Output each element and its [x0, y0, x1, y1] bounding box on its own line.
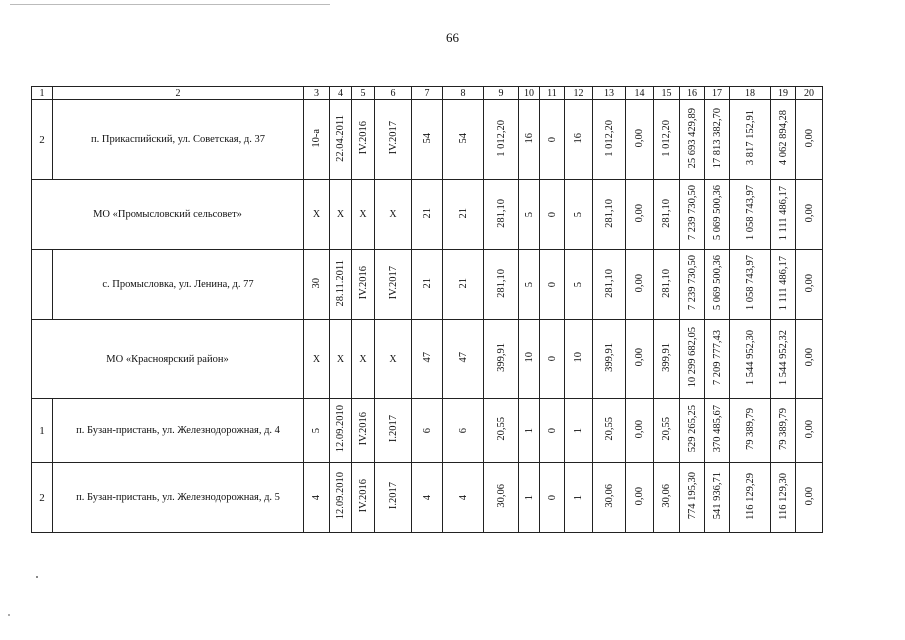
data-cell — [412, 250, 443, 320]
cell-value: 0,00 — [803, 128, 815, 148]
top-rule — [10, 4, 330, 5]
data-cell — [443, 399, 484, 463]
cell-value: Х — [389, 209, 397, 220]
data-cell — [330, 463, 352, 533]
cell-value: I.2017 — [387, 482, 399, 510]
data-cell — [626, 320, 654, 399]
cell-value: 541 936,71 — [711, 472, 723, 520]
header-cell: 8 — [443, 87, 484, 100]
cell-value: 5 — [523, 211, 535, 217]
municipality-name: МО «Промысловский сельсовет» — [32, 180, 304, 250]
cell-value: Х — [359, 353, 367, 365]
data-cell — [771, 100, 796, 180]
table-row — [32, 399, 823, 463]
table-row — [32, 250, 823, 320]
data-cell — [443, 180, 484, 250]
cell-value: 1 012,20 — [661, 119, 672, 157]
data-cell — [680, 320, 705, 399]
header-cell: 6 — [375, 87, 412, 100]
header-cell: 11 — [540, 87, 565, 100]
cell-value: 5 069 500,36 — [711, 185, 723, 241]
cell-value: 0,00 — [634, 273, 645, 293]
cell-value: 529 265,25 — [686, 405, 698, 453]
data-cell — [565, 250, 593, 320]
cell-value: 54 — [421, 132, 433, 144]
cell-value: 4 062 894,28 — [777, 110, 789, 166]
data-cell — [484, 399, 519, 463]
cell-value: 1 — [573, 494, 584, 500]
data-cell — [540, 399, 565, 463]
cell-value: 0 — [546, 427, 558, 433]
cell-value: 12.09.2010 — [335, 472, 346, 520]
header-cell: 5 — [352, 87, 375, 100]
cell-value: 54 — [457, 132, 469, 144]
cell-value: 1 012,20 — [495, 119, 507, 157]
data-cell — [519, 399, 540, 463]
cell-value: 4 — [421, 494, 433, 500]
data-cell — [796, 399, 823, 463]
cell-value: 21 — [457, 277, 469, 289]
scan-speck — [8, 614, 10, 616]
header-cell: 17 — [705, 87, 730, 100]
data-cell — [680, 250, 705, 320]
cell-value: 5 — [573, 281, 584, 287]
address-cell: п. Прикаспийский, ул. Советская, д. 37 — [53, 100, 304, 180]
header-cell: 15 — [654, 87, 680, 100]
cell-value: 0,00 — [634, 419, 645, 439]
cell-value: 0,00 — [634, 203, 645, 223]
data-cell — [705, 100, 730, 180]
data-cell — [654, 180, 680, 250]
data-cell — [412, 399, 443, 463]
cell-value: 0,00 — [634, 348, 645, 367]
page-number: 66 — [446, 30, 459, 45]
data-cell — [540, 320, 565, 399]
cell-value: 10 299 682,05 — [686, 327, 698, 388]
cell-value: 1 012,20 — [603, 119, 615, 157]
data-cell — [565, 100, 593, 180]
data-cell — [796, 463, 823, 533]
header-cell: 20 — [796, 87, 823, 100]
cell-value: 281,10 — [603, 268, 615, 298]
cell-value: Х — [312, 353, 321, 365]
data-cell — [304, 399, 330, 463]
data-cell — [352, 463, 375, 533]
cell-value: 16 — [523, 132, 535, 144]
data-cell — [330, 180, 352, 250]
data-cell — [330, 100, 352, 180]
data-cell — [626, 100, 654, 180]
cell-value: 5 — [311, 427, 322, 433]
data-cell — [680, 463, 705, 533]
address-cell: п. Бузан-пристань, ул. Железнодорожная, д. 4 — [53, 399, 304, 463]
header-row — [32, 87, 823, 100]
data-cell — [654, 320, 680, 399]
header-cell: 1 — [32, 87, 53, 100]
data-cell — [304, 463, 330, 533]
data-cell — [484, 180, 519, 250]
data-cell — [593, 250, 626, 320]
data-cell — [375, 399, 412, 463]
cell-value: 3 817 152,91 — [744, 110, 756, 166]
data-cell — [771, 320, 796, 399]
cell-value: IV.2016 — [357, 266, 369, 300]
data-cell — [304, 320, 330, 399]
cell-value: 4 — [457, 494, 469, 500]
cell-value: 5 — [523, 281, 535, 287]
data-cell — [654, 463, 680, 533]
cell-value: 6 — [457, 427, 469, 433]
data-cell — [484, 463, 519, 533]
header-cell: 7 — [412, 87, 443, 100]
data-cell — [771, 399, 796, 463]
cell-value: 10 — [573, 352, 584, 363]
cell-value: IV.2016 — [357, 479, 369, 513]
cell-value: 1 — [523, 494, 535, 500]
data-cell — [443, 320, 484, 399]
cell-value: 21 — [421, 207, 433, 219]
data-cell — [796, 250, 823, 320]
cell-value: 20,55 — [661, 417, 672, 441]
data-cell — [705, 180, 730, 250]
data-cell — [730, 399, 771, 463]
data-cell — [484, 320, 519, 399]
data-cell — [540, 100, 565, 180]
cell-value: IV.2016 — [357, 412, 369, 446]
data-cell — [519, 320, 540, 399]
cell-value: 30 — [311, 277, 322, 289]
data-cell — [730, 100, 771, 180]
scan-speck — [36, 576, 38, 578]
data-cell — [705, 320, 730, 399]
data-cell — [412, 463, 443, 533]
data-cell — [304, 180, 330, 250]
cell-value: 5 069 500,36 — [711, 255, 723, 311]
cell-value: 399,91 — [661, 343, 672, 372]
header-cell: 13 — [593, 87, 626, 100]
cell-value: 30,06 — [603, 484, 615, 508]
cell-value: 21 — [421, 277, 433, 289]
row-number: 2 — [32, 463, 53, 533]
cell-value: 17 813 382,70 — [711, 107, 723, 169]
data-cell — [730, 320, 771, 399]
data-cell — [705, 463, 730, 533]
data-cell — [626, 399, 654, 463]
row-number: 2 — [32, 100, 53, 180]
data-cell — [680, 100, 705, 180]
cell-value: 1 058 743,97 — [744, 255, 756, 311]
header-cell: 12 — [565, 87, 593, 100]
cell-value: 1 — [523, 427, 535, 433]
data-cell — [443, 100, 484, 180]
data-cell — [540, 250, 565, 320]
data-cell — [412, 180, 443, 250]
cell-value: 6 — [421, 427, 433, 433]
cell-value: Х — [336, 353, 345, 365]
data-cell — [352, 320, 375, 399]
cell-value: 5 — [573, 211, 584, 217]
data-cell — [352, 180, 375, 250]
data-cell — [593, 463, 626, 533]
cell-value: 0,00 — [803, 486, 815, 506]
data-cell — [565, 399, 593, 463]
data-cell — [771, 463, 796, 533]
cell-value: 0,00 — [803, 419, 815, 439]
cell-value: 7 239 730,50 — [686, 255, 698, 311]
cell-value: 7 239 730,50 — [686, 185, 698, 241]
cell-value: 370 485,67 — [711, 405, 723, 453]
cell-value: 0,00 — [634, 128, 645, 148]
cell-value: 0,00 — [634, 486, 645, 506]
cell-value: 399,91 — [495, 343, 507, 372]
cell-value: 281,10 — [495, 268, 507, 298]
data-cell — [593, 180, 626, 250]
cell-value: 0,00 — [803, 273, 815, 293]
data-cell — [771, 250, 796, 320]
cell-value: Х — [312, 209, 321, 220]
cell-value: 0,00 — [803, 348, 815, 367]
data-cell — [519, 180, 540, 250]
cell-value: I.2017 — [387, 415, 399, 443]
data-cell — [626, 463, 654, 533]
cell-value: 47 — [421, 352, 433, 363]
cell-value: 10-а — [311, 128, 322, 148]
cell-value: 0,00 — [803, 203, 815, 223]
data-cell — [705, 250, 730, 320]
header-cell: 9 — [484, 87, 519, 100]
data-table — [31, 86, 823, 533]
data-cell — [796, 100, 823, 180]
cell-value: 30,06 — [495, 484, 507, 508]
table-row — [32, 463, 823, 533]
data-cell — [443, 250, 484, 320]
cell-value: 0 — [546, 136, 558, 142]
header-cell: 19 — [771, 87, 796, 100]
data-cell — [593, 320, 626, 399]
cell-value: 12.09.2010 — [335, 405, 346, 453]
data-cell — [352, 250, 375, 320]
address-cell: с. Промысловка, ул. Ленина, д. 77 — [53, 250, 304, 320]
header-cell: 16 — [680, 87, 705, 100]
data-cell — [796, 180, 823, 250]
table-row — [32, 100, 823, 180]
cell-value: 20,55 — [603, 417, 615, 441]
cell-value: 1 111 486,17 — [777, 255, 789, 311]
cell-value: 79 389,79 — [777, 408, 789, 450]
cell-value: 116 129,29 — [744, 472, 756, 520]
cell-value: 7 209 777,43 — [711, 329, 723, 386]
data-cell — [730, 250, 771, 320]
data-cell — [519, 250, 540, 320]
cell-value: 28.11.2011 — [335, 259, 346, 307]
address-cell: п. Бузан-пристань, ул. Железнодорожная, д. 5 — [53, 463, 304, 533]
cell-value: Х — [336, 209, 345, 220]
data-cell — [680, 180, 705, 250]
data-cell — [519, 463, 540, 533]
cell-value: 22.04.2011 — [335, 114, 346, 162]
data-cell — [796, 320, 823, 399]
data-cell — [705, 399, 730, 463]
cell-value: 30,06 — [661, 484, 672, 508]
header-cell: 10 — [519, 87, 540, 100]
data-cell — [375, 100, 412, 180]
data-cell — [593, 399, 626, 463]
cell-value: IV.2017 — [387, 266, 399, 300]
data-cell — [626, 250, 654, 320]
cell-value: 774 195,30 — [686, 472, 698, 520]
data-cell — [375, 320, 412, 399]
cell-value: 0 — [546, 211, 558, 217]
cell-value: 10 — [523, 352, 535, 363]
data-cell — [412, 100, 443, 180]
cell-value: 281,10 — [603, 198, 615, 228]
data-cell — [680, 399, 705, 463]
data-cell — [540, 463, 565, 533]
cell-value: 1 058 743,97 — [744, 185, 756, 241]
data-cell — [375, 180, 412, 250]
cell-value: 20,55 — [495, 417, 507, 441]
data-cell — [540, 180, 565, 250]
data-cell — [375, 250, 412, 320]
data-cell — [304, 250, 330, 320]
header-cell: 3 — [304, 87, 330, 100]
cell-value: 281,10 — [495, 198, 507, 228]
data-cell — [330, 399, 352, 463]
row-number — [32, 250, 53, 320]
cell-value: 0 — [546, 281, 558, 287]
data-cell — [330, 250, 352, 320]
cell-value: IV.2017 — [387, 121, 399, 155]
cell-value: 79 389,79 — [744, 408, 756, 450]
cell-value: 1 544 952,30 — [744, 329, 756, 386]
cell-value: 0 — [546, 494, 558, 500]
cell-value: 1 — [573, 427, 584, 433]
data-cell — [654, 399, 680, 463]
cell-value: 116 129,30 — [777, 472, 789, 520]
data-cell — [375, 463, 412, 533]
data-cell — [484, 250, 519, 320]
cell-value: 16 — [573, 132, 584, 144]
data-cell — [654, 100, 680, 180]
data-cell — [304, 100, 330, 180]
cell-value: 1 544 952,32 — [777, 329, 789, 386]
cell-value: 47 — [457, 352, 469, 363]
header-cell: 14 — [626, 87, 654, 100]
row-number: 1 — [32, 399, 53, 463]
data-cell — [626, 180, 654, 250]
subtotal-row — [32, 320, 823, 399]
municipality-name: МО «Красноярский район» — [32, 320, 304, 399]
cell-value: 21 — [457, 207, 469, 219]
data-cell — [730, 180, 771, 250]
data-cell — [565, 180, 593, 250]
cell-value: 1 111 486,17 — [777, 185, 789, 241]
data-cell — [352, 399, 375, 463]
data-cell — [443, 463, 484, 533]
cell-value: 0 — [546, 356, 558, 362]
data-cell — [352, 100, 375, 180]
cell-value: 4 — [311, 494, 322, 500]
cell-value: 281,10 — [661, 198, 672, 228]
header-cell: 2 — [53, 87, 304, 100]
data-cell — [330, 320, 352, 399]
cell-value: IV.2016 — [357, 121, 369, 155]
cell-value: 281,10 — [661, 268, 672, 298]
subtotal-row — [32, 180, 823, 250]
data-cell — [654, 250, 680, 320]
data-cell — [484, 100, 519, 180]
data-cell — [565, 463, 593, 533]
data-cell — [519, 100, 540, 180]
cell-value: Х — [359, 209, 367, 220]
header-cell: 4 — [330, 87, 352, 100]
header-cell: 18 — [730, 87, 771, 100]
cell-value: 25 693 429,89 — [686, 107, 698, 169]
data-cell — [412, 320, 443, 399]
cell-value: Х — [389, 353, 397, 365]
data-cell — [593, 100, 626, 180]
data-cell — [565, 320, 593, 399]
data-cell — [771, 180, 796, 250]
data-cell — [730, 463, 771, 533]
cell-value: 399,91 — [603, 343, 615, 372]
